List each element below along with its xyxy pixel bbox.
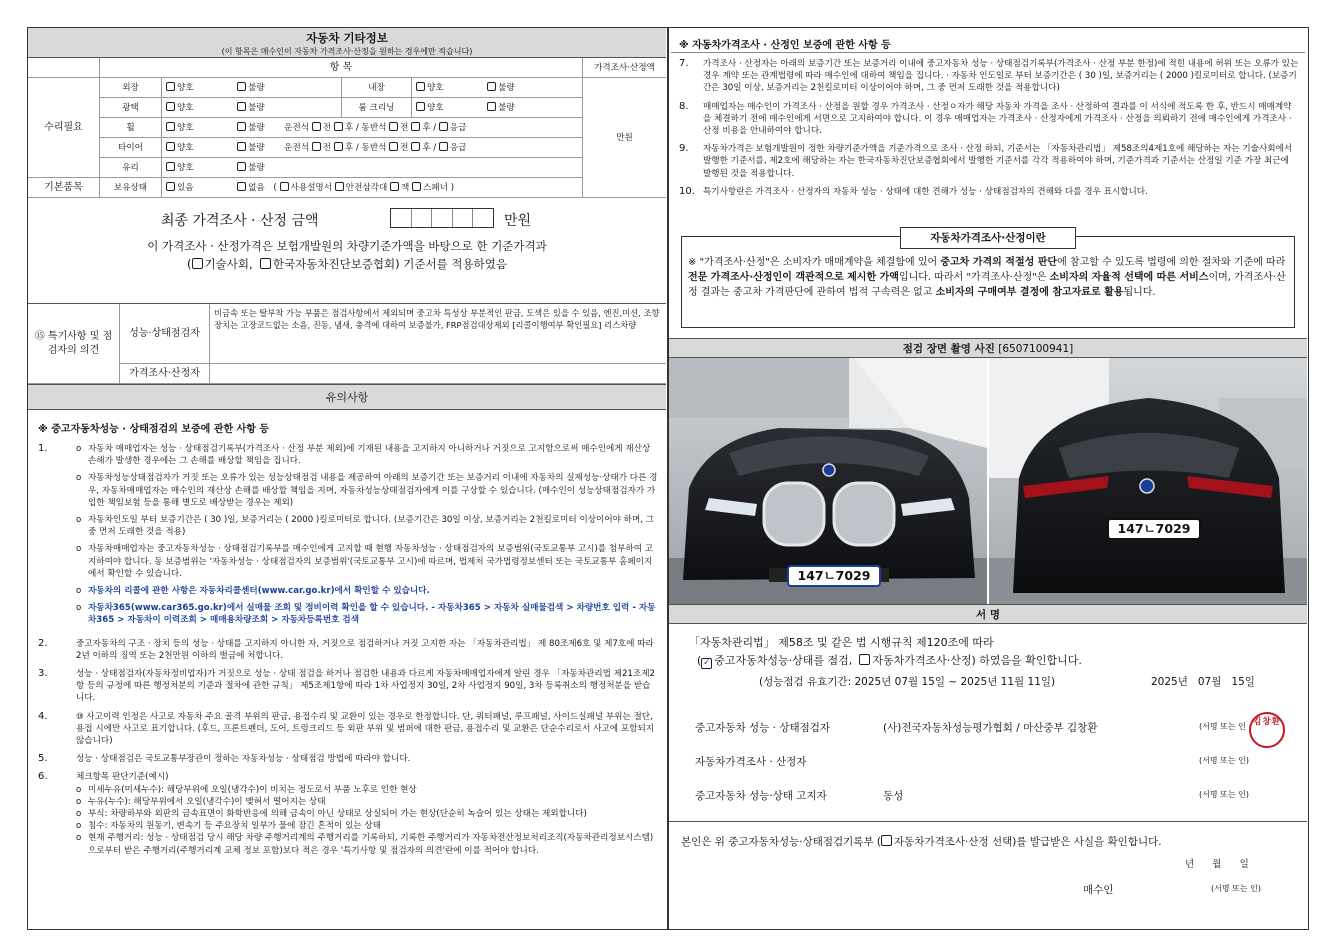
final-price-input[interactable] <box>390 208 494 228</box>
notice-item-number: 1. <box>38 443 48 454</box>
holding-triangle-checkbox[interactable] <box>335 182 344 191</box>
notice-subitem <box>76 514 658 538</box>
price-explain-text: ※ "가격조사·산정"은 소비자가 매매계약을 체결함에 있어 중고차 가격의 적절성 판단에 참고할 수 있도록 법령에 의한 절차와 기준에 따라 전문 가격조사·산정인이 객관적으로 제시한 가액입니다. 따라서 "가격조사·산정"은 소비자의 자율적 선택에 따른 서비스이며, 가격조사·산정 결과는 중고차 가격판단에 관하여 법적 구속력은 없고 소비자의 구매여부 결정에 참고자료로 활용됩니다. <box>688 257 1286 298</box>
notice-header: 유의사항 <box>28 384 666 410</box>
row-exterior-options[interactable]: 양호 불량 <box>162 78 342 98</box>
table-header-price: 가격조사·산정액 <box>583 58 666 78</box>
opinion-perf-text: 비금속 또는 탈부착 가능 부품은 점검사항에서 제외되며 중고차 특성상 부분적인 판금, 도색은 있을 수 있음, 엔진,미션, 조향장치는 고장코드없는 소음, 진동, 냄새, 충격에 대하여 보증불가, FRP점검대상제외 [리콜이행여부 확인필요] 리스차량 <box>210 304 666 364</box>
holding-manual-checkbox[interactable] <box>280 182 289 191</box>
price-warranty-section <box>669 28 1307 338</box>
notice-subitem <box>76 585 658 597</box>
warranty-title: ※ 중고자동차성능 · 상태점검의 보증에 관한 사항 등 <box>38 424 270 435</box>
tire-passenger-rear-checkbox[interactable] <box>411 142 420 151</box>
notice-subitem-text: 누유(누수): 해당부위에서 오일(냉각수)이 맺혀서 떨어지는 상태 <box>88 796 326 807</box>
photo-id: [6507100941] <box>998 343 1074 355</box>
notice-item-text: 성능 · 상태점검은 국토교통부장관이 정하는 자동차성능 · 상태점검 방법에 따라야 합니다. <box>76 754 411 765</box>
notice-subitem <box>76 472 658 509</box>
notice-subitem <box>76 543 658 580</box>
notice-item-number: 4. <box>38 710 48 722</box>
sign-price-checkbox[interactable] <box>859 654 870 665</box>
notice-item-text: ⑩ 사고이력 인정은 사고로 자동차 주요 골격 부위의 판금, 용접수리 및 교환이 있는 경우로 한정합니다. 단, 쿼터패널, 루프패널, 사이드실패널 부위는 절단, 용접 시에만 사고로 표기합니다. (후드, 프론트펜더, 도어, 트렁크리드 등 외판 부위 및 범퍼에 대한 판금, 용접수리 및 교환은 단순수리로서 사고에 포함되지 않습니다) <box>76 711 655 747</box>
opinion-price-text[interactable] <box>210 364 666 384</box>
interior-bad-checkbox[interactable] <box>487 82 496 91</box>
notice-subitem <box>76 602 658 626</box>
sign-date: 2025년 07월 15일 <box>1151 676 1255 688</box>
price-warranty-item-text: 특기사항란은 가격조사 · 산정자의 자동차 성능 · 상태에 대한 견해가 성능 · 상태점검자의 견해와 다를 경우 표시합니다. <box>703 186 1148 197</box>
price-warranty-title: ※ 자동차가격조사 · 산정인 보증에 관한 사항 등 <box>679 40 891 51</box>
notice-item-number: 6. <box>38 771 48 783</box>
receipt-price-checkbox[interactable] <box>881 835 892 846</box>
inspector-sign[interactable]: (서명 또는 인 <box>1199 722 1246 731</box>
opinion-perf-label: 성능·상태점검자 <box>120 304 210 364</box>
notice-subitem-text: 침수: 자동차의 원동기, 변속기 등 주요장치 일부가 물에 잠긴 흔적이 있는 상태 <box>88 821 382 832</box>
price-warranty-item <box>677 58 1299 95</box>
notifier-name: 동성 <box>883 790 904 802</box>
price-warranty-item-text: 매매업자는 매수인이 가격조사 · 산정을 원할 경우 가격조사 · 산정ㅇ자가 해당 자동차 가격을 조사 · 산정하여 결과를 이 서식에 적도록 한 후, 반드시 매매계약을 체결하기 전에 매수인에게 서면으로 고지하여야 합니다. 이 경우 매매업자는 가격조사 · 산정자에게 가격조사 · 산정을 의뢰하기 전에 매수인에게 가격조사 · 산정 비용을 안내하여야 합니다. <box>703 101 1292 137</box>
notice-subitem-text: 현재 주행거리: 성능 · 상태점검 당시 해당 차량 주행거리계의 주행거리를 기록하되, 기록한 주행거리가 자동차전산정보처리조직(자동차관리정보시스템)으로부터 받은 주행거리(주행거리계 교체 정보 포함)보다 적은 경우 '특기사항 및 점검자의 의견'란에 이를 적어야 합니다. <box>88 833 654 856</box>
notice-item <box>36 638 658 662</box>
opinion-section <box>28 304 666 384</box>
basis-org2-checkbox[interactable] <box>260 258 271 269</box>
bullet-circle-icon: o <box>76 809 82 820</box>
room-cleaning-good-checkbox[interactable] <box>416 102 425 111</box>
receipt-section <box>669 822 1307 928</box>
price-explain-box <box>681 232 1295 328</box>
notice-item-text: 성능 · 상태점검자(자동차정비업자)가 거짓으로 성능 · 상태 점검을 하거나 점검한 내용과 다르게 자동차매매업자에게 알린 경우 「자동차관리법 제21조제2항 등의 규정에 따른 행정처분의 기준과 절차에 관한 규칙」 제5조제1항에 따라 1차 사업정지 30일, 2차 사업정지 90일, 3차 등록취소의 행정처분을 받습니다. <box>76 669 655 704</box>
front-license-plate: 147ㄴ7029 <box>787 565 881 587</box>
notice-item <box>36 443 658 632</box>
notice-item-text: 중고자동차의 구조 · 장치 등의 성능 · 상태를 고지하지 아니한 자, 거짓으로 점검하거나 거짓 고지한 자는 「자동차관리법」 제 80조제6호 및 제7호에 따라 2년 이하의 징역 또는 2천만원 이하의 벌금에 처합니다. <box>76 638 654 661</box>
wheel-driver-rear-checkbox[interactable] <box>334 122 343 131</box>
interior-good-checkbox[interactable] <box>416 82 425 91</box>
price-explain-title: 자동차가격조사·산정이란 <box>900 227 1076 249</box>
bullet-circle-icon: o <box>76 544 82 555</box>
notice-subitem-text: 자동차매매업자는 중고자동차성능 · 상태점검기록부를 매수인에게 고지할 때 현행 자동차성능 · 상태점검자의 보증범위(국토교통부 고시)를 첨부하여 고지하여야 합니다. 동 보증범위는 '자동차성능 · 상태점검자의 보증범위'(국토교통부 고시)에 따르며, 법제처 국가법령정보센터 또는 국토교통부 홈페이지에서 확인할 수 있습니다. <box>88 544 654 579</box>
bullet-circle-icon: o <box>76 444 82 454</box>
other-info-table <box>28 58 666 198</box>
opinion-label: ⑮ 특기사항 및 점검자의 의견 <box>28 304 120 384</box>
exterior-good-checkbox[interactable] <box>166 82 175 91</box>
wheel-good-checkbox[interactable] <box>166 122 175 131</box>
wheel-bad-checkbox[interactable] <box>237 122 246 131</box>
other-info-title: 자동차 기타정보 <box>306 31 388 45</box>
tire-good-checkbox[interactable] <box>166 142 175 151</box>
bullet-circle-icon: o <box>76 796 82 807</box>
final-price-label: 최종 가격조사 · 산정 금액 <box>161 213 319 229</box>
row-glass-label: 유리 <box>100 158 162 178</box>
wheel-emergency-checkbox[interactable] <box>439 122 448 131</box>
notice-item-list <box>36 443 658 857</box>
sign-perf-checkbox[interactable] <box>701 658 712 669</box>
notice-subitem-text: 자동차의 리콜에 관한 사항은 자동차리콜센터(www.car.go.kr)에서 확인할 수 있습니다. <box>88 586 430 597</box>
row-tire-options[interactable]: 양호 불량 운전석 전 후 / 동반석 전 후 / 응급 <box>162 138 583 158</box>
final-price-section <box>28 200 666 304</box>
right-column <box>668 27 1309 930</box>
exterior-bad-checkbox[interactable] <box>237 82 246 91</box>
notice-item-number: 2. <box>38 637 48 649</box>
wheel-passenger-front-checkbox[interactable] <box>389 122 398 131</box>
other-info-subtitle: (이 항목은 매수인이 자동차 가격조사·산정을 원하는 경우에만 적습니다) <box>221 47 473 56</box>
notice-item <box>36 668 658 705</box>
notice-item-text: 체크항목 판단기준(예시) <box>76 772 169 783</box>
repair-needed-label: 수리필요 <box>28 78 100 178</box>
tire-bad-checkbox[interactable] <box>237 142 246 151</box>
table-header-item: 항 목 <box>100 58 583 78</box>
price-checker-label: 자동차가격조사 · 산정자 <box>695 756 807 768</box>
row-gloss-options[interactable]: 양호 불량 <box>162 98 342 118</box>
rear-car-photo <box>989 358 1307 604</box>
bullet-circle-icon: o <box>76 603 82 614</box>
glass-good-checkbox[interactable] <box>166 162 175 171</box>
other-info-header <box>28 28 666 58</box>
notice-subitem <box>76 808 658 820</box>
final-price-unit: 만원 <box>504 213 532 229</box>
notice-subitem <box>76 820 658 832</box>
notice-subitem <box>76 443 658 467</box>
price-unit: 만원 <box>583 78 666 198</box>
notice-subitem-text: 자동차인도일 부터 보증기간은 ( 30 )일, 보증거리는 ( 2000 )킬로미터로 합니다. (보증기간은 30일 이상, 보증거리는 2천킬로미터 이상이어야 하며, 그 중 먼저 도래한 것을 적용) <box>88 515 655 538</box>
notice-item-number: 3. <box>38 668 48 680</box>
price-warranty-item <box>677 143 1299 180</box>
basis-line-2: ( 기술사회, 한국자동차진단보증협회) 기준서를 적용하였음 <box>187 257 507 271</box>
opinion-price-label: 가격조사·산정자 <box>120 364 210 384</box>
buyer-sign[interactable]: (서명 또는 인) <box>1211 884 1261 893</box>
inspector-seal-stamp: 김창환 <box>1249 712 1285 748</box>
price-warranty-item-text: 가격조사 · 산정자는 아래의 보증기간 또는 보증거리 이내에 중고자동차 성능 · 상태점검기록부(가격조사 · 산정 부분 한정)에 적힌 내용에 허위 또는 오류가 있는 경우 계약 또는 관계법령에 따라 매수인에 대하여 책임을 집니다. · 자동차 인도일로 부터 보증기간은 ( 30 )일, 보증거리는 ( 2000 )킬로미터로 합니다. (보증기간은 30일 이상, 보증거리는 2천킬로미터 이상이어야 하며, 그 중 먼저 도래한 것을 적용합니다) <box>703 59 1299 94</box>
left-column <box>27 27 668 930</box>
notice-subitem-text: 부식: 차량하부와 외판의 금속표면이 화학반응에 의해 금속이 아닌 상태로 상실되어 가는 현상(단순히 녹슬어 있는 상태는 제외합니다) <box>88 809 587 820</box>
rear-license-plate: 147ㄴ7029 <box>1107 518 1201 540</box>
notice-item <box>36 753 658 765</box>
tire-emergency-checkbox[interactable] <box>439 142 448 151</box>
sign-header: 서 명 <box>669 604 1307 624</box>
row-interior-label: 내장 <box>342 78 412 98</box>
price-warranty-item-number: 8. <box>679 100 689 112</box>
gloss-good-checkbox[interactable] <box>166 102 175 111</box>
tire-passenger-front-checkbox[interactable] <box>389 142 398 151</box>
wheel-passenger-rear-checkbox[interactable] <box>411 122 420 131</box>
bullet-circle-icon: o <box>76 515 82 526</box>
row-wheel-options[interactable]: 양호 불량 운전석 전 후 / 동반석 전 후 / 응급 <box>162 118 583 138</box>
notice-subitem-text: 자동차 매매업자는 성능 · 상태점검기록부(가격조사 · 산정 부분 제외)에 기재된 내용을 고지하지 아니하거나 거짓으로 고지함으로써 매수인에게 재산상 손해가 발생한 경우에는 그 손해를 배상할 책임을 집니다. <box>88 444 651 467</box>
price-warranty-item-text: 자동차가격은 보험개발원이 정한 차량기준가액을 기준가격으로 조사 · 산정 하되, 기준서는 「자동차관리법」 제58조의4제1호에 해당하는 자는 기술사회에서 발행한 기준서를, 제2호에 해당하는 자는 한국자동차진단보증협회에서 발행한 기준서를 각각 적용하여야 하며, 기준가격과 기준서는 산정일 기준 가장 최근에 발행된 것을 적용합니다. <box>703 144 1293 179</box>
notice-subitem <box>76 784 658 796</box>
basic-items-label: 기본품목 <box>28 178 100 198</box>
bullet-circle-icon: o <box>76 833 82 844</box>
notice-item <box>36 711 658 748</box>
row-exterior-label: 외장 <box>100 78 162 98</box>
notice-item-number: 5. <box>38 753 48 765</box>
row-tire-label: 타이어 <box>100 138 162 158</box>
validity-period: (성능점검 유효기간: 2025년 07월 15일 ~ 2025년 11월 11일) <box>759 676 1056 688</box>
bullet-circle-icon: o <box>76 473 82 484</box>
row-holding-options[interactable]: 있음 없음 ( 사용설명서 안전삼각대 잭 스패너 ) <box>162 178 583 198</box>
tire-driver-front-checkbox[interactable] <box>312 142 321 151</box>
photo-header: 점검 장면 촬영 사진 [6507100941] <box>669 338 1307 358</box>
basis-org1-checkbox[interactable] <box>192 258 203 269</box>
price-warranty-item-number: 9. <box>679 143 689 155</box>
notice-item <box>36 771 658 856</box>
price-warranty-item-number: 7. <box>679 58 689 69</box>
row-gloss-label: 광택 <box>100 98 162 118</box>
basis-line-1: 이 가격조사 · 산정가격은 보험개발원의 차량기준가액을 바탕으로 한 기준가격과 <box>147 239 547 253</box>
notice-subitem-text: 자동차성능상태점검자가 거짓 또는 오류가 있는 성능상태점검 내용을 제공하여 아래의 보증기간 또는 보증거리 이내에 자동차의 실제성능·상태가 다른 경우, 자동차매매업자는 매수인의 재산상 손해를 배상할 책임을 지며, 자동차성능상태점검자에게 이를 구상할 수 있습니다. (매수인이 성능상태점검자가 가입한 책임보험 등을 통해 별도로 배상받는 경우는 제외) <box>88 473 658 508</box>
holding-yes-checkbox[interactable] <box>166 182 175 191</box>
row-glass-options[interactable]: 양호 불량 <box>162 158 583 178</box>
notice-body <box>36 420 658 930</box>
bullet-circle-icon: o <box>76 784 82 795</box>
price-warranty-item <box>677 101 1299 138</box>
front-car-photo <box>669 358 987 604</box>
price-warranty-item-number: 10. <box>679 185 695 197</box>
row-wheel-label: 휠 <box>100 118 162 138</box>
notifier-sign[interactable]: (서명 또는 인) <box>1199 790 1249 799</box>
bullet-circle-icon: o <box>76 821 82 832</box>
glass-bad-checkbox[interactable] <box>237 162 246 171</box>
price-warranty-item <box>677 186 1299 198</box>
price-checker-sign[interactable]: (서명 또는 인) <box>1199 756 1249 765</box>
notice-subitem-text: 자동차365(www.car365.go.kr)에서 실매물 조회 및 정비이력 확인을 할 수 있습니다. - 자동차365 > 자동차 실매물검색 > 차량번호 입력 - 자동차365 > 자동차이 이력조회 > 매매용차량조회 > 자동차등록번호 검색 <box>88 603 656 626</box>
notice-subitem-text: 미세누유(미세누수): 해당부위에 오일(냉각수)이 비치는 정도로서 부품 노후로 인한 현상 <box>88 784 417 795</box>
buyer-label: 매수인 <box>1083 884 1114 896</box>
bullet-circle-icon: o <box>76 586 82 597</box>
row-holding-label: 보유상태 <box>100 178 162 198</box>
gloss-bad-checkbox[interactable] <box>237 102 246 111</box>
tire-driver-rear-checkbox[interactable] <box>334 142 343 151</box>
notice-subitem <box>76 832 658 856</box>
sign-line-1: 「자동차관리법」 제58조 및 같은 법 시행규칙 제120조에 따라 <box>689 636 994 649</box>
receipt-line: 본인은 위 중고자동차성능·상태점검기록부 ( 자동차가격조사·산정 선택)를 발급받은 사실을 확인합니다. <box>681 836 1162 848</box>
room-cleaning-bad-checkbox[interactable] <box>487 102 496 111</box>
inspector-name: (사)전국자동차성능평가협회 / 마산중부 김창환 <box>883 722 1098 734</box>
row-room-cleaning-options[interactable]: 양호 불량 <box>412 98 583 118</box>
holding-no-checkbox[interactable] <box>237 182 246 191</box>
notice-subitem <box>76 796 658 808</box>
notifier-label: 중고자동차 성능·상태 고지자 <box>695 790 827 802</box>
wheel-driver-front-checkbox[interactable] <box>312 122 321 131</box>
price-warranty-list <box>677 58 1299 204</box>
row-interior-options[interactable]: 양호 불량 <box>412 78 583 98</box>
row-room-cleaning-label: 룸 크리닝 <box>342 98 412 118</box>
holding-jack-checkbox[interactable] <box>390 182 399 191</box>
sign-section <box>669 624 1307 822</box>
sign-line-2: (✓ 중고자동차성능·상태를 점검, 자동차가격조사·산정) 하였음을 확인합니다. <box>697 652 1082 669</box>
inspector-label: 중고자동차 성능 · 상태점검자 <box>695 722 831 734</box>
holding-spanner-checkbox[interactable] <box>412 182 421 191</box>
receipt-date[interactable]: 년 월 일 <box>1185 859 1249 870</box>
